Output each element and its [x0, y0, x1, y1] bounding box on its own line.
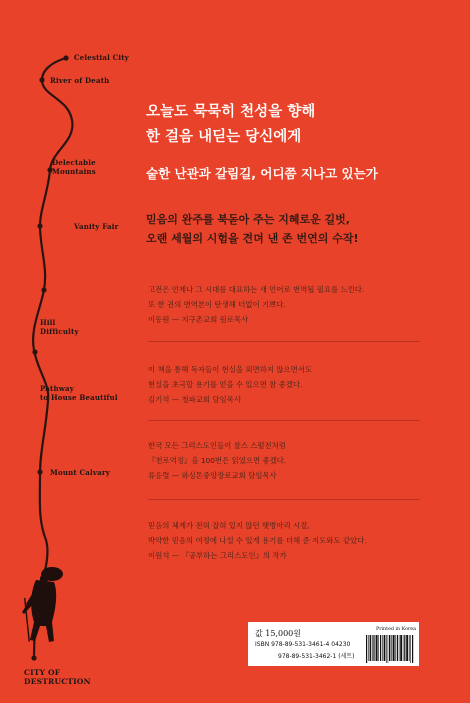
stop-label-river-of-death: River of Death [50, 76, 110, 85]
pilgrim-silhouette-icon [22, 567, 63, 642]
route-marker-river-of-death [39, 77, 44, 82]
endorsement-3 [148, 438, 286, 483]
endorsement-3-line-1: 한국 모든 그리스도인들이 찰스 스펄전처럼 [148, 441, 286, 450]
stop-label-pathway-house-beautiful: Pathway to House Beautiful [40, 384, 118, 402]
endorsement-1-line-1: 고전은 언제나 그 시대를 대표하는 새 언어로 번역될 필요를 느낀다. [148, 285, 365, 294]
route-marker-hill-difficulty [41, 287, 46, 292]
barcode-icon [366, 635, 414, 663]
endorsement-1 [148, 282, 364, 327]
endorsement-1-line-2: 또 한 권의 번역본이 탄생해 더없이 기쁘다. [148, 300, 286, 309]
route-marker-celestial-city [63, 55, 68, 60]
endorsement-1-author: 이동원 — 지구촌교회 원로목사 [148, 315, 249, 324]
pitch-line-2: 오랜 세월의 시험을 견뎌 낸 존 번연의 수작! [146, 232, 359, 245]
pitch [146, 210, 358, 248]
tagline: 숱한 난관과 갈림길, 어디쯤 지나고 있는가 [146, 166, 378, 181]
route-marker-vanity-fair [37, 223, 42, 228]
endorsement-2-line-1: 이 책을 통해 독자들이 현실을 외면하지 않으면서도 [148, 365, 313, 374]
stop-label-mount-calvary: Mount Calvary [50, 468, 110, 477]
endorsement-2 [148, 362, 312, 407]
route-marker-mount-calvary [37, 469, 42, 474]
divider-2 [148, 420, 420, 421]
endorsement-3-line-2: 『천로역정』을 100번은 읽었으면 좋겠다. [148, 456, 287, 465]
endorsement-4-author: 이원석 — 『공부하는 그리스도인』의 작가 [148, 551, 287, 560]
endorsement-4 [148, 518, 367, 563]
endorsement-2-author: 김기석 — 청파교회 담임목사 [148, 395, 241, 404]
stop-label-city-of-destruction: CITY OF DESTRUCTION [24, 668, 91, 686]
stop-label-delectable-mountains: Delectable Mountains [52, 158, 96, 176]
isbn-volume: 978-89-531-3462-1 (세트) [278, 653, 355, 660]
endorsement-2-line-2: 현실을 초극할 용기를 얻을 수 있으면 참 좋겠다. [148, 380, 303, 389]
stop-label-vanity-fair: Vanity Fair [74, 222, 119, 231]
headline [146, 100, 315, 150]
isbn-set: ISBN 978-89-531-3461-4 04230 [255, 641, 351, 648]
pitch-line-1: 믿음의 완주를 북돋아 주는 지혜로운 길벗, [146, 213, 350, 226]
endorsement-3-author: 류응렬 — 와싱톤중앙장로교회 담임목사 [148, 471, 277, 480]
divider-3 [148, 499, 420, 500]
barcode-panel [248, 622, 419, 666]
route-marker-city-of-destruction [31, 655, 36, 660]
price-label: 값 15,000원 [255, 629, 301, 638]
route-marker-pathway [32, 349, 37, 354]
headline-line-1: 오늘도 묵묵히 천성을 향해 [146, 104, 316, 120]
endorsement-4-line-1: 믿음의 체계가 전혀 잡혀 있지 않던 햇병아리 시절, [148, 521, 310, 530]
endorsement-4-line-2: 박약한 믿음의 여정에 나설 수 있게 용기를 더해 준 지도와도 같았다. [148, 536, 367, 545]
printed-in-korea: Printed in Korea [376, 627, 416, 632]
headline-line-2: 한 걸음 내딛는 당신에게 [146, 129, 302, 145]
stop-label-hill-difficulty: Hill Difficulty [40, 318, 79, 336]
divider-1 [148, 341, 420, 342]
stop-label-celestial-city: Celestial City [74, 53, 129, 62]
